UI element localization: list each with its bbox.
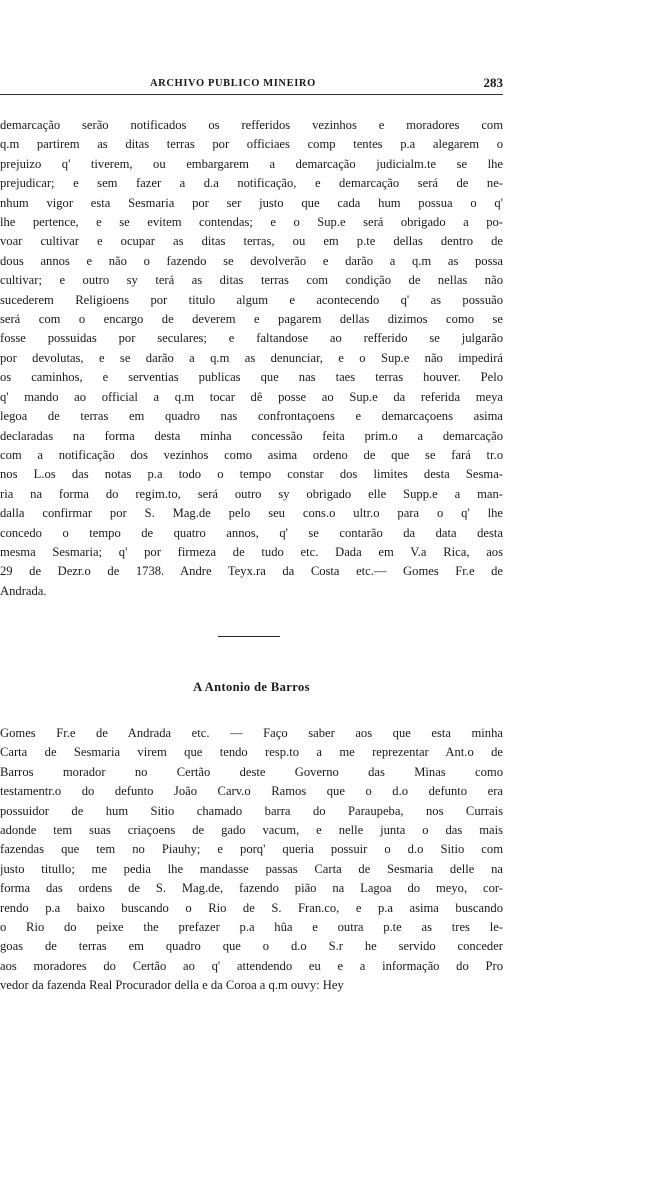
text-line: mesma Sesmaria; q' por firmeza de tudo etc. Dada em V.a Rica, aos	[0, 544, 503, 559]
text-line: q' mando ao official a q.m tocar dê posse ao Sup.e da referida meya	[0, 389, 503, 404]
text-line: forma das ordens de S. Mag.de, fazendo pião na Lagoa do meyo, cor-	[0, 881, 503, 896]
text-line: lhe pertence, e se evitem contendas; e o Sup.e será obrigado a po-	[0, 215, 503, 230]
text-line: adonde tem suas criaçoens de gado vacum, e nelle junta o das mais	[0, 823, 503, 838]
text-line: fazendas que tem no Piauhy; e porq' queria possuir o d.o Sitio com	[0, 842, 503, 857]
running-title: ARCHIVO PUBLICO MINEIRO	[150, 78, 316, 89]
text-line: goas de terras em quadro que o d.o S.r he servido conceder	[0, 939, 503, 954]
text-line: fosse possuidas por seculares; e faltandose ao refferido se julgarão	[0, 331, 503, 346]
text-line: os caminhos, e serventias publicas que nas taes terras houver. Pelo	[0, 370, 503, 385]
text-line: legoa de terras em quadro nas confrontaçoens e demarcaçoens asima	[0, 409, 503, 424]
text-line: o Rio do peixe the prefazer p.a hûa e outra p.te as tres le-	[0, 920, 503, 935]
text-line: Andrada.	[0, 583, 47, 598]
text-line: prejuizo q' tiverem, ou embargarem a demarcação judicialm.te se lhe	[0, 156, 503, 171]
text-line: nhum vigor esta Sesmaria por ser justo que cada hum possua o q'	[0, 195, 503, 210]
text-line: será com o encargo de deverem e pagarem dellas dizimos como se	[0, 312, 503, 327]
page-number: 283	[483, 75, 503, 90]
text-line: nos L.os das notas p.a todo o tempo constar dos limites desta Sesma-	[0, 467, 503, 482]
text-line: q.m partirem as ditas terras por officiaes comp tentes p.a alegarem o	[0, 137, 503, 152]
text-line: justo titullo; me pedia lhe mandasse passas Carta de Sesmaria delle na	[0, 861, 503, 876]
text-line: declaradas na forma desta minha concessão feita prim.o a demarcação	[0, 428, 503, 443]
text-line: Carta de Sesmaria virem que tendo resp.to a me reprezentar Ant.o de	[0, 745, 503, 760]
text-line: testamentr.o do defunto João Carv.o Ramos que o d.o defunto era	[0, 784, 503, 799]
text-line: rendo p.a baixo buscando o Rio de S. Fran.co, e p.a asima buscando	[0, 900, 503, 915]
paragraph-sesmaria-continuation	[0, 116, 503, 601]
text-line: com a notificação dos vezinhos como asima ordeno de que se fará tr.o	[0, 447, 503, 462]
text-line: cultivar; e outro sy terá as ditas terras com condição de nellas não	[0, 273, 503, 288]
text-line: dalla confirmar por S. Mag.de pelo seu cons.o ultr.o para o q' lhe	[0, 506, 503, 521]
text-line: 29 de Dezr.o de 1738. Andre Teyx.ra da Costa etc.— Gomes Fr.e de	[0, 564, 503, 579]
text-line: possuidor de hum Sitio chamado barra do Paraupeba, nos Currais	[0, 803, 503, 818]
running-header	[0, 70, 503, 95]
text-line: ria na forma do regim.to, será outro sy obrigado elle Supp.e a man-	[0, 486, 503, 501]
text-line: por devolutas, e se darão a q.m as denunciar, e o Sup.e não impedirá	[0, 350, 503, 365]
text-line: sucederem Religioens por titulo algum e acontecendo q' as possuão	[0, 292, 503, 307]
text-line: vedor da fazenda Real Procurador della e da Coroa a q.m ouvy: Hey	[0, 978, 344, 993]
text-line: Barros morador no Certão deste Governo das Minas como	[0, 764, 503, 779]
text-line: demarcação serão notificados os refferidos vezinhos e moradores com	[0, 118, 503, 132]
section-separator-rule	[218, 636, 280, 637]
text-line: aos moradores do Certão ao q' attendendo eu e a informação do Pro	[0, 958, 503, 973]
text-line: Gomes Fr.e de Andrada etc. — Faço saber aos que esta minha	[0, 726, 503, 740]
section-heading: A Antonio de Barros	[193, 680, 310, 694]
text-line: concedo o tempo de quatro annos, q' se contarão da data desta	[0, 525, 503, 540]
text-line: voar cultivar e ocupar as ditas terras, ou em p.te dellas dentro de	[0, 234, 503, 249]
paragraph-antonio-de-barros	[0, 724, 503, 996]
text-line: prejudicar; e sem fazer a d.a notificação, e demarcação será de ne-	[0, 176, 503, 191]
text-line: dous annos e não o fazendo se devolverão e darão a q.m as possa	[0, 253, 503, 268]
